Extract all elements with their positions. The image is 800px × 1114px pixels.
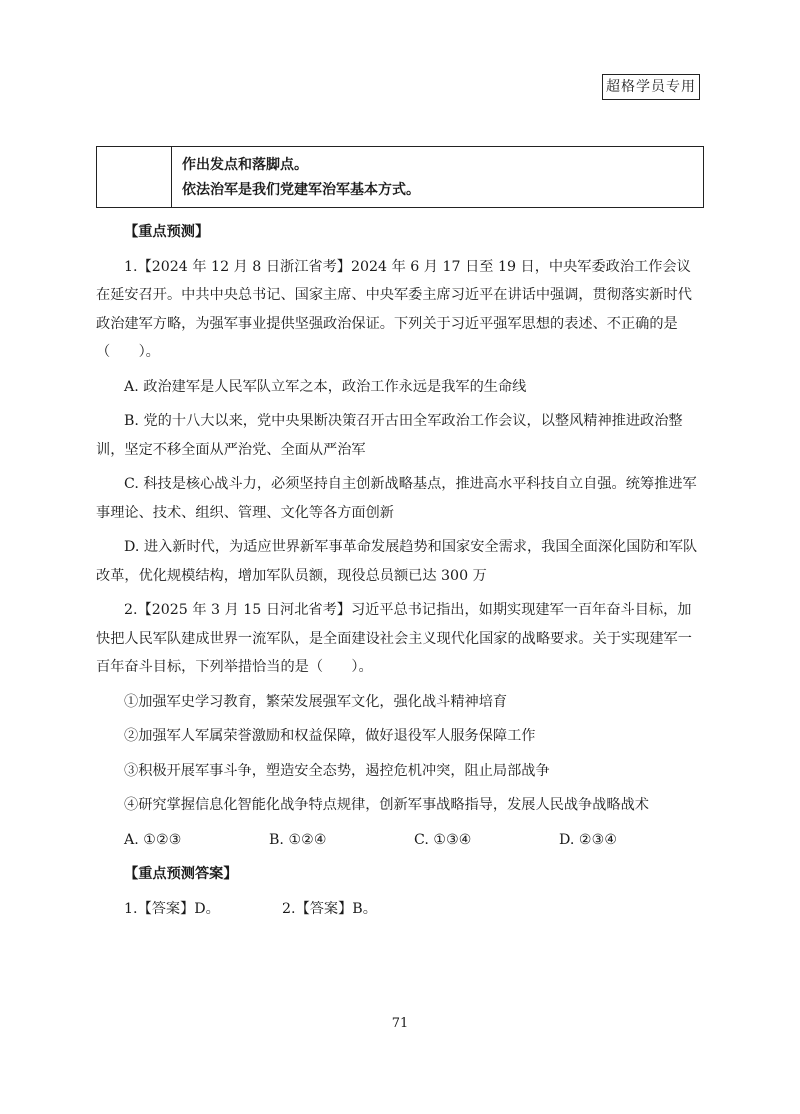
question-1-option-b: B. 党的十八大以来，党中央果断决策召开古田全军政治工作会议，以整风精神推进政治整训，坚定不移全面从严治党、全面从严治军 (96, 413, 683, 458)
question-2-choices (96, 826, 704, 855)
question-1-option-a: A. 政治建军是人民军队立军之本，政治工作永远是我军的生命线 (124, 378, 527, 395)
table-line: 作出发点和落脚点。 (182, 157, 308, 173)
content-table (96, 146, 704, 208)
section-heading-predict: 【重点预测】 (124, 224, 210, 240)
table-row (97, 147, 704, 208)
question-2-item-1: ①加强军史学习教育，繁荣发展强军文化，强化战斗精神培育 (124, 693, 508, 710)
question-2-item-4: ④研究掌握信息化智能化战争特点规律，创新军事战略指导，发展人民战争战略战术 (124, 797, 649, 813)
question-2-stem: 2.【2025 年 3 月 15 日河北省考】习近平总书记指出，如期实现建军一百年奋斗目标，加快把人民军队建成世界一流军队，是全面建设社会主义现代化国家的战略要求。关于实现建军一百年奋斗目标，下列举措恰当的是（ ）。 (96, 602, 692, 675)
question-2-item-2: ②加强军人军属荣誉激励和权益保障，做好退役军人服务保障工作 (124, 728, 536, 744)
student-only-stamp: 超格学员专用 (602, 74, 700, 100)
section-heading-answers: 【重点预测答案】 (124, 866, 238, 882)
table-content-cell (172, 147, 704, 208)
answer-list (96, 895, 704, 924)
question-1-option-c: C. 科技是核心战斗力，必须坚持自主创新战略基点，推进高水平科技自立自强。统筹推进军事理论、技术、组织、管理、文化等各方面创新 (96, 476, 697, 521)
page-body (96, 218, 704, 923)
answer-1: 1.【答案】D。 (124, 900, 220, 917)
question-1-option-d: D. 进入新时代，为适应世界新军事革命发展趋势和国家安全需求，我国全面深化国防和军队改革，优化规模结构，增加军队员额，现役总员额已达 300 万 (96, 539, 698, 584)
table-line: 依法治军是我们党建军治军基本方式。 (182, 182, 420, 198)
answer-2: 2.【答案】B。 (282, 900, 377, 917)
table-label-cell (97, 147, 172, 208)
choice-c: C. ①③④ (414, 831, 472, 848)
choice-b: B. ①②④ (269, 831, 327, 848)
choice-d: D. ②③④ (559, 831, 618, 848)
question-1-stem: 1.【2024 年 12 月 8 日浙江省考】2024 年 6 月 17 日至 19 日，中央军委政治工作会议在延安召开。中共中央总书记、国家主席、中央军委主席习近平在讲话中强调，贯彻落实新时代政治建军方略，为强军事业提供坚强政治保证。下列关于习近平强军思想的表述、不正确的是（ ）。 (96, 258, 692, 360)
page-number: 71 (391, 1016, 409, 1031)
question-2-item-3: ③积极开展军事斗争，塑造安全态势，遏控危机冲突，阻止局部战争 (124, 762, 550, 779)
choice-a: A. ①②③ (124, 831, 182, 848)
